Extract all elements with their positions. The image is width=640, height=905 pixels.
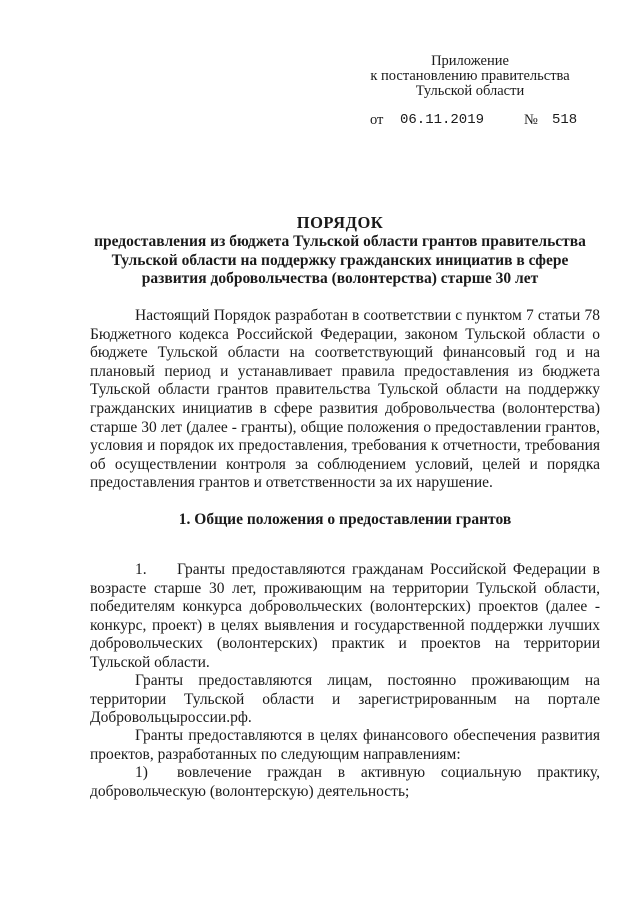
document-subtitle: предоставления из бюджета Тульской области грантов правительства Тульской области на поддержку гражданских инициатив в сфере развития добровольчества (волонтерства) старше 30 лет xyxy=(94,233,586,287)
paragraph-1 xyxy=(90,561,600,673)
date-value: 06.11.2019 xyxy=(400,112,485,128)
paragraph-3: Гранты предоставляются в целях финансового обеспечения развития проектов, разработанных по следующим направлениям: xyxy=(90,727,600,763)
list-item-1 xyxy=(90,764,600,801)
list-item-1-number: 1) xyxy=(135,764,148,781)
approval-block xyxy=(360,54,580,99)
paragraph-2: Гранты предоставляются лицам, постоянно проживающим на территории Тульской области и зарегистрированным на портале Добровольцыроссии.рф. xyxy=(90,672,600,727)
paragraph-1-text: Гранты предоставляются гражданам Российской Федерации в возрасте старше 30 лет, проживающим на территории Тульской области, победителям конкурса добровольческих (волонтерских) проектов (далее - конкурс, проект) в целях выявления и государственной поддержки лучших добровольческих (волонтерских) практик и проектов на территории Тульской области. xyxy=(90,561,600,671)
number-label: № xyxy=(524,112,538,128)
date-label: от xyxy=(370,112,384,128)
approval-line-2: к постановлению правительства xyxy=(370,68,570,84)
approval-line-1: Приложение xyxy=(431,53,509,69)
document-title: ПОРЯДОК xyxy=(296,213,384,232)
approval-line-3: Тульской области xyxy=(415,83,525,99)
intro-paragraph: Настоящий Порядок разработан в соответствии с пунктом 7 статьи 78 Бюджетного кодекса Российской Федерации, законом Тульской области о бюджете Тульской области на соответствующий финансовый год и на плановый период и устанавливает правила предоставления из бюджета Тульской области грантов правительства Тульской области на поддержку гражданских инициатив в сфере развития добровольчества (волонтерства) старше 30 лет (далее - гранты), общие положения о предоставлении грантов, условия и порядок их предоставления, требования к отчетности, требования об осуществлении контроля за соблюдением условий, целей и порядка предоставления грантов и ответственности за их нарушение. xyxy=(90,307,600,492)
number-value: 518 xyxy=(552,112,578,128)
section-heading: 1. Общие положения о предоставлении грантов xyxy=(178,511,512,528)
paragraph-1-number: 1. xyxy=(135,561,147,578)
list-item-1-text: вовлечение граждан в активную социальную практику, добровольческую (волонтерскую) деятельность; xyxy=(90,764,600,800)
